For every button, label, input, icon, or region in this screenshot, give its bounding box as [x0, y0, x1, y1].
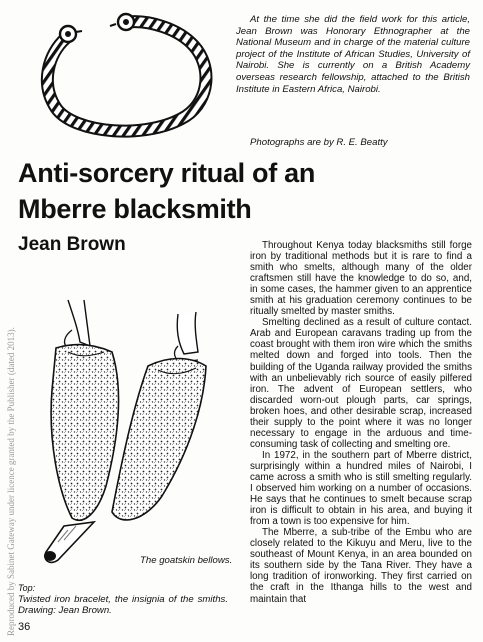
photo-credit: Photographs are by R. E. Beatty: [250, 137, 388, 148]
author-bio-note: At the time she did the field work for this article, Jean Brown was Honorary Ethnographer at the National Museum and in charge of the material culture project of the Institute of African Studies, University of Nairobi. She is currently on a British Academy overseas research fellowship, attached to the British Institute in Eastern Africa, Nairobi.: [236, 14, 470, 95]
body-paragraph: The Mberre, a sub-tribe of the Embu who are closely related to the Kikuyu and Meru, live to the southeast of Mount Kenya, in an area bounded on its southern side by the Tana River. They have a long tradition of ironworking. They first carried on the craft in the Ithanga hills to the west and maintain that: [250, 527, 472, 605]
article-title-line-2: Mberre blacksmith: [18, 194, 252, 224]
body-paragraph: Throughout Kenya today blacksmiths still forge iron by traditional methods but it is rare to find a smith who smelts, although many of the older craftsmen still have the knowledge to do so, and, in some cases, the hammer given to an apprentice smith at his graduation ceremony continues to be ritually smelted by master smiths.: [250, 240, 472, 318]
author-byline: Jean Brown: [18, 234, 126, 255]
copyright-notice: Reproduced by Sabinet Gateway under licence granted by the Publisher (dated 2013).: [6, 327, 16, 636]
body-paragraph: Smelting declined as a result of culture contact. Arab and European caravans trading up from the coast brought with them iron wire which the smiths melted down and forged into tools. Then the building of the Uganda railway provided the smiths with an unbelievably rich source of easily pilfered iron. The advent of European settlers, who discarded worn-out plough parts, car springs, broken hoes, and other desirable scrap, increased their supply to the point where it was no longer necessary to engage in the arduous and time-consuming task of collecting and smelting ore.: [250, 317, 472, 450]
article-title-line-1: Anti-sorcery ritual of an: [18, 158, 316, 188]
twisted-iron-bracelet-illustration: [28, 4, 218, 144]
bellows-caption: The goatskin bellows.: [140, 555, 233, 566]
bracelet-caption: Twisted iron bracelet, the insignia of the smiths. Drawing: Jean Brown.: [18, 594, 228, 616]
top-caption-label: Top:: [18, 583, 36, 593]
article-body: [250, 240, 472, 605]
body-paragraph: In 1972, in the southern part of Mberre district, surprisingly within a hundred miles of Nairobi, I came across a smith who is still smelting regularly. I observed him working on a number of occasions. He says that he continues to smelt because scrap iron is difficult to obtain in his area, and buying it from a town is too expensive for him.: [250, 449, 472, 528]
goatskin-bellows-illustration: [28, 290, 218, 568]
page-number: 36: [18, 621, 31, 633]
